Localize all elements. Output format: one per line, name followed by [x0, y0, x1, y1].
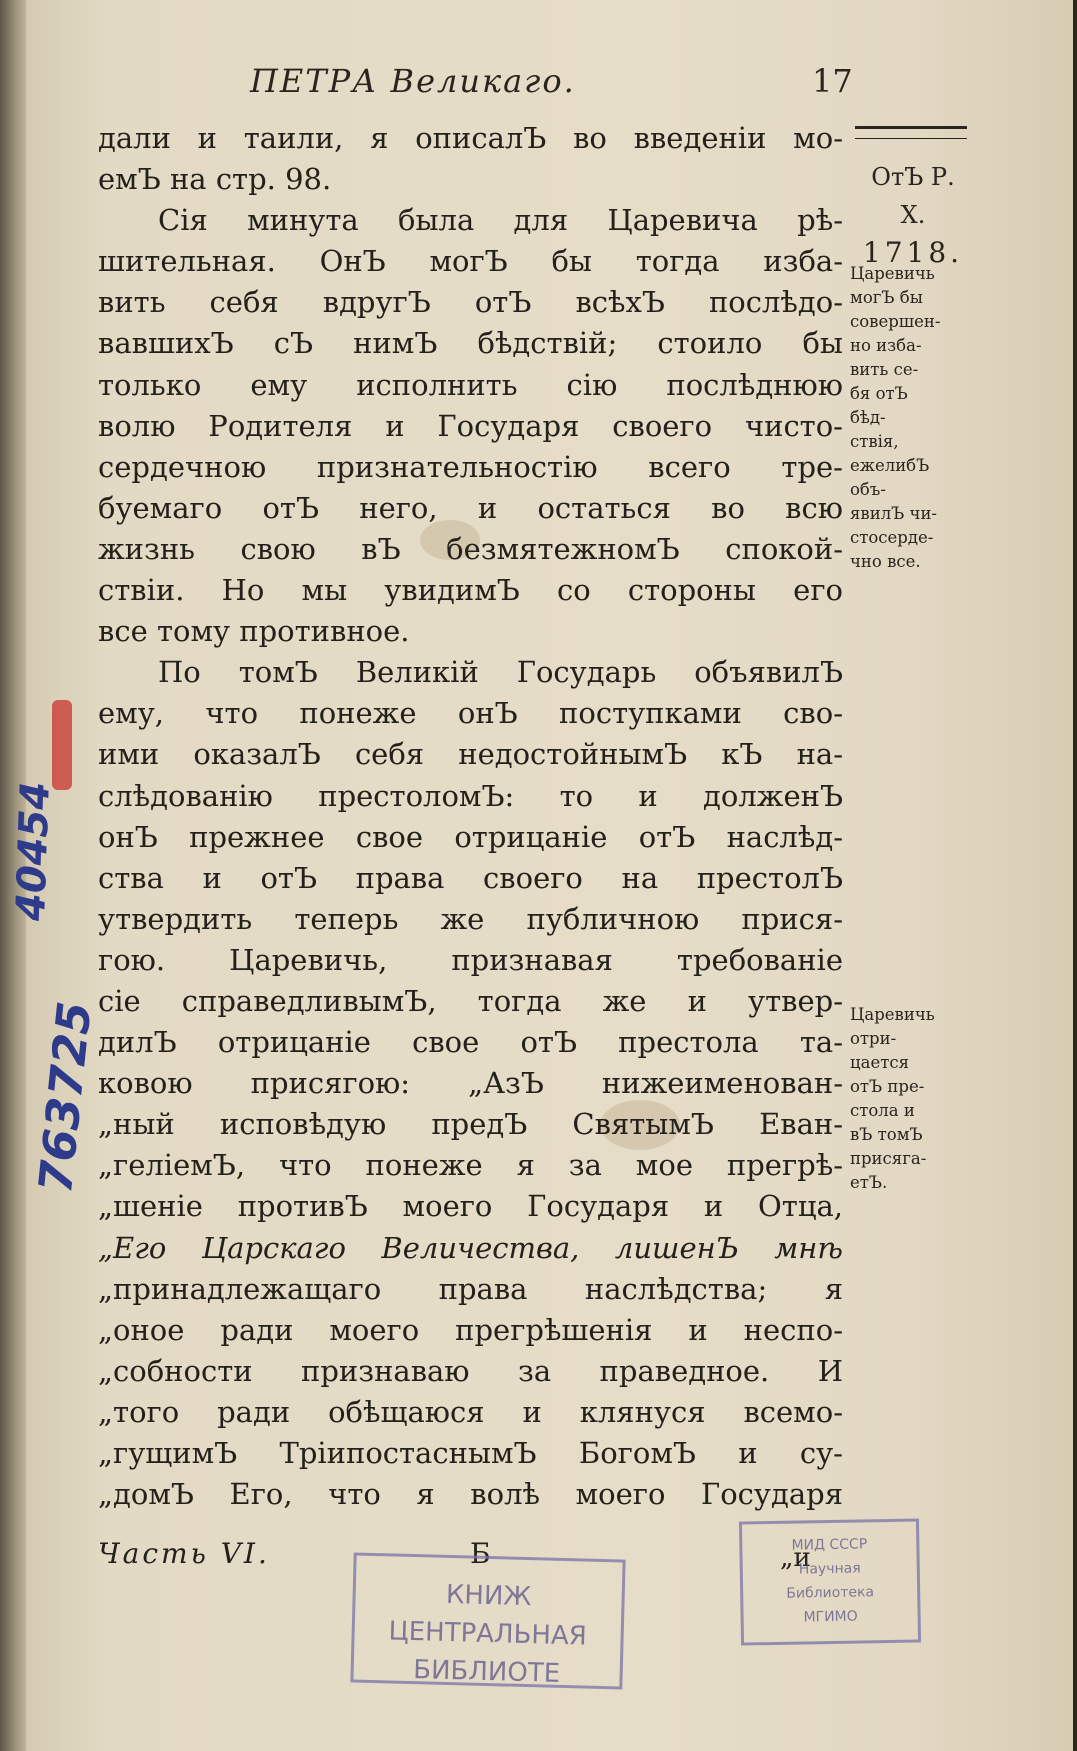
margin-note-line: отри-: [850, 1029, 897, 1048]
text-line: слѣдованію престоломЪ: то и долженЪ: [98, 778, 843, 813]
text-line: „гущимЪ ТріипостаснымЪ БогомЪ и су-: [98, 1436, 843, 1470]
margin-rule: [855, 126, 967, 139]
margin-note-line: ствія,: [850, 432, 899, 451]
margin-note-line: етЪ.: [850, 1173, 888, 1192]
part-label: Часть VI.: [98, 1537, 270, 1570]
text-line: „ный исповѣдую предЪ СвятымЪ Еван-: [98, 1107, 843, 1142]
margin-note-line: стосерде-: [850, 528, 934, 547]
margin-note-line: ежелибЪ: [850, 456, 930, 475]
margin-note-line: присяга-: [850, 1149, 927, 1168]
page-number: 17: [812, 62, 853, 100]
red-ink-mark: [52, 700, 72, 790]
text-line: „геліемЪ, что понеже я за мое прегрѣ-: [98, 1148, 843, 1183]
margin-date: [857, 158, 969, 272]
text-line: „Его Царскаго Величества, лишенЪ мнѣ: [98, 1230, 843, 1265]
margin-note-line: цается: [850, 1053, 909, 1072]
stamp-line: Научная: [798, 1560, 861, 1578]
margin-note: [850, 262, 962, 574]
margin-note-line: чно все.: [850, 552, 921, 571]
margin-note-line: но изба-: [850, 336, 922, 355]
margin-note-line: явилЪ чи-: [850, 504, 938, 523]
text-line: жизнь свою вЪ безмятежномЪ спокой-: [98, 531, 843, 566]
margin-note-line: бя отЪ: [850, 384, 908, 403]
text-line: ковою присягою: „АзЪ нижеименован-: [98, 1066, 843, 1101]
stamp-line: МИД СССР: [791, 1536, 868, 1554]
text-line: волю Родителя и Государя своего чисто-: [98, 408, 843, 443]
text-line: только ему исполнить сію послѣднюю: [98, 367, 843, 402]
text-line: онЪ прежнее свое отрицаніе отЪ наслѣд-: [98, 819, 843, 854]
text-line: По томЪ Великій Государь объявилЪ: [158, 655, 843, 690]
text-line: ему, что понеже онЪ поступками сво-: [98, 696, 843, 731]
stamp-line: КНИЖ: [445, 1579, 532, 1613]
signature-mark: Б: [470, 1537, 491, 1570]
text-line: сердечною признательностію всего тре-: [98, 449, 843, 484]
text-line: сіе справедливымЪ, тогда же и утвер-: [98, 983, 843, 1018]
catchword: „и: [780, 1543, 811, 1573]
inventory-number: 40454: [8, 780, 59, 922]
margin-note-line: совершен-: [850, 312, 941, 331]
stamp-line: ЦЕНТРАЛЬНАЯ: [388, 1616, 588, 1652]
text-line: Сія минута была для Царевича рѣ-: [158, 203, 843, 238]
text-line: „принадлежащаго права наслѣдства; я: [98, 1271, 843, 1306]
text-line: „того ради обѣщаюся и клянуся всемо-: [98, 1394, 843, 1429]
text-line: дали и таили, я описалЪ во введеніи мо-: [98, 121, 843, 155]
running-title: ПЕТРА Великаго.: [250, 62, 576, 100]
text-line: все тому противное.: [98, 614, 410, 649]
margin-note: [850, 1003, 962, 1195]
margin-date-era: ОтЪ Р. Х.: [871, 163, 955, 229]
page-edge: [1073, 0, 1077, 1751]
text-line: „собности признаваю за праведное. И: [98, 1353, 843, 1388]
margin-note-line: Царевичь: [850, 264, 935, 283]
text-line: ими оказалЪ себя недостойнымЪ кЪ на-: [98, 737, 843, 772]
text-line: ства и отЪ права своего на престолЪ: [98, 860, 843, 895]
text-line: „шеніе противЪ моего Государя и Отца,: [98, 1189, 843, 1224]
margin-note-line: вить се-: [850, 360, 919, 379]
margin-date-year: 1718.: [862, 236, 964, 269]
inventory-number: 763725: [28, 999, 102, 1196]
text-line: дилЪ отрицаніе свое отЪ престола та-: [98, 1025, 843, 1060]
text-line: утвердить теперь же публичною прися-: [98, 901, 843, 936]
text-line: вавшихЪ сЪ нимЪ бѣдствій; стоило бы: [98, 326, 843, 361]
text-line: „домЪ Его, что я волѣ моего Государя: [98, 1477, 843, 1512]
text-line: „оное ради моего прегрѣшенія и неспо-: [98, 1312, 843, 1347]
text-line: ствіи. Но мы увидимЪ со стороны его: [98, 573, 843, 608]
margin-note-line: объ-: [850, 480, 886, 499]
text-line: шительная. ОнЪ могЪ бы тогда изба-: [98, 244, 843, 279]
text-line: вить себя вдругЪ отЪ всѣхЪ послѣдо-: [98, 285, 843, 320]
margin-note-line: вЪ томЪ: [850, 1125, 923, 1144]
main-text: [98, 118, 843, 1515]
margin-note-line: стола и: [850, 1101, 915, 1120]
stamp-line: Библиотека: [786, 1584, 875, 1602]
stamp-line: БИБЛИОТЕ: [412, 1655, 561, 1689]
running-head: [250, 58, 853, 108]
text-line: гою. Царевичь, признавая требованіе: [98, 942, 843, 977]
mgimo-stamp: [739, 1518, 921, 1645]
margin-note-line: Царевичь: [850, 1005, 935, 1024]
margin-note-line: отЪ пре-: [850, 1077, 925, 1096]
stamp-line: МГИМО: [803, 1608, 858, 1626]
library-stamp: [350, 1552, 625, 1689]
margin-note-line: бѣд-: [850, 408, 886, 427]
margin-note-line: могЪ бы: [850, 288, 923, 307]
text-line: буемаго отЪ него, и остаться во всю: [98, 490, 843, 525]
text-line: емЪ на стр. 98.: [98, 162, 332, 197]
